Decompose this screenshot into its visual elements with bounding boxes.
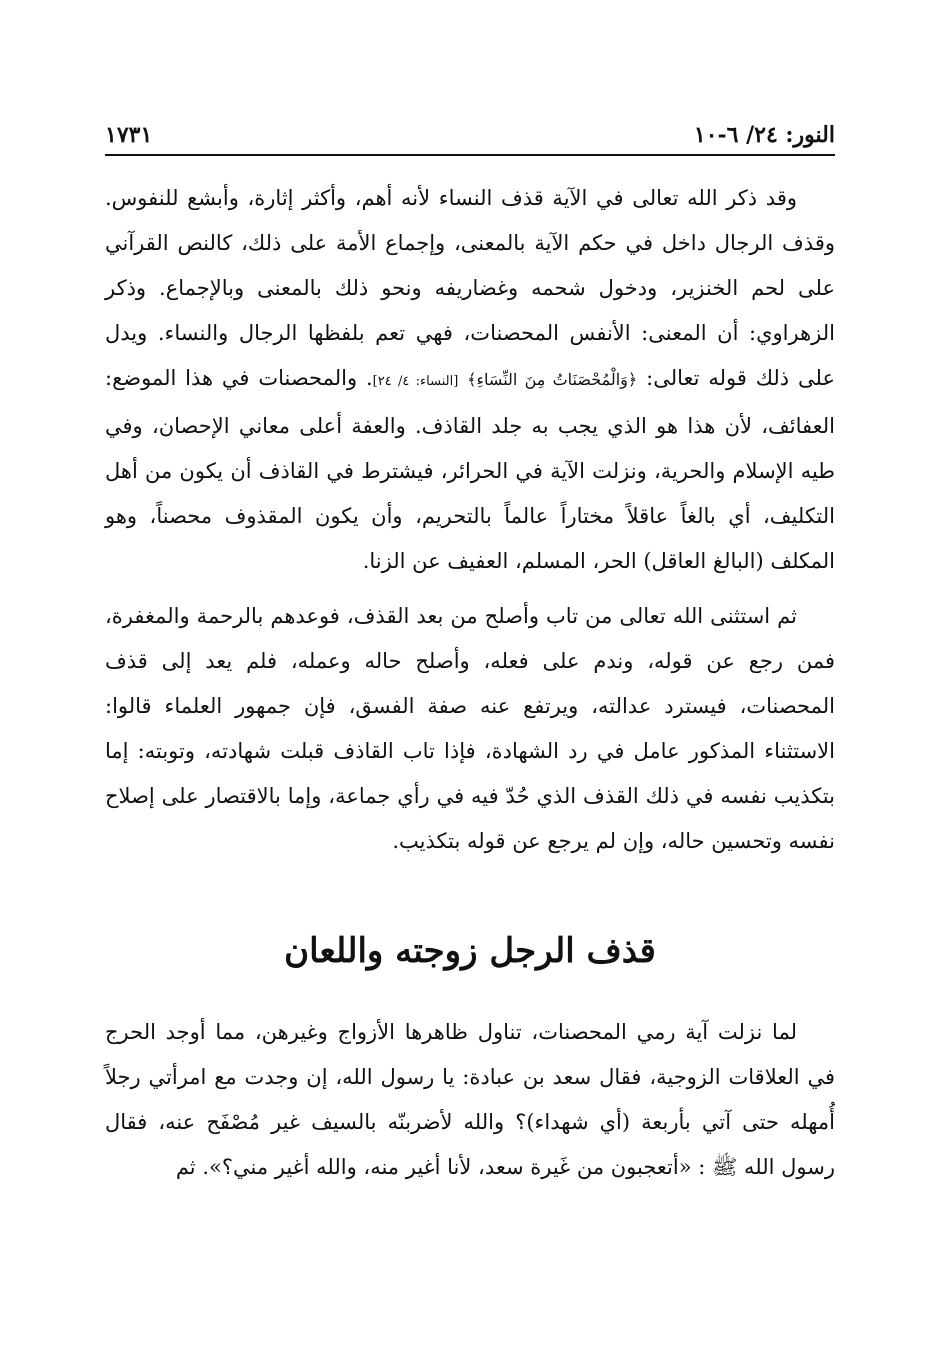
book-page [105, 108, 835, 1190]
paragraph-3: لما نزلت آية رمي المحصنات، تناول ظاهرها الأزواج وغيرهن، مما أوجد الحرج في العلاقات الزوجية، فقال سعد بن عبادة: يا رسول الله، إن وجدت مع امرأتي رجلاً أُمهله حتى آتي بأربعة (أي شهداء)؟ والله لأضربنّه بالسيف غير مُصْفَح عنه، فقال رسول الله ﷺ : «أتعجبون من غَيرة سعد، لأنا أغير منه، والله أغير مني؟». ثم [105, 1020, 835, 1179]
paragraph-1 [105, 176, 835, 584]
verse-reference: [النساء: ٤/ ٢٤] [372, 374, 459, 389]
page-body [105, 176, 835, 1190]
paragraph-1-part-1: وقد ذكر الله تعالى في الآية قذف النساء لأنه أهم، وأكثر إثارة، وأبشع للنفوس. وقذف الرجال داخل في حكم الآية بالمعنى، وإجماع الأمة على ذلك، كالنص القرآني على لحم الخنزير، ودخول شحمه وغضاريفه ونحو ذلك بالمعنى وبالإجماع. وذكر الزهراوي: أن المعنى: الأنفس المحصنات، فهي تعم بلفظها الرجال والنساء. ويدل على ذلك قوله تعالى: [105, 186, 835, 390]
page-number: ١٧٣١ [105, 122, 153, 148]
running-header [105, 108, 835, 156]
surah-reference: النور: ٢٤/ ٦-١٠ [693, 122, 835, 148]
section-heading: قذف الرجل زوجته واللعان [284, 931, 656, 971]
quran-verse: ﴿وَالْمُحْصَنَاتُ مِنَ النِّسَاءِ﴾ [467, 370, 638, 389]
paragraph-2: ثم استثنى الله تعالى من تاب وأصلح من بعد القذف، فوعدهم بالرحمة والمغفرة، فمن رجع عن قوله، وندم على فعله، وأصلح حاله وعمله، فلم يعد إلى قذف المحصنات، فيسترد عدالته، ويرتفع عنه صفة الفسق، فإن جمهور العلماء قالوا: الاستثناء المذكور عامل في رد الشهادة، فإذا تاب القاذف قبلت شهادته، وتوبته: إما بتكذيب نفسه في ذلك القذف الذي حُدّ فيه في رأي جماعة، وإما بالاقتصار على إصلاح نفسه وتحسين حاله، وإن لم يرجع عن قوله بتكذيب. [105, 604, 835, 853]
paragraph-1-part-2: . والمحصنات في هذا الموضع: العفائف، لأن هذا هو الذي يجب به جلد القاذف. والعفة أعلى معاني الإحصان، وفي طيه الإسلام والحرية، ونزلت الآية في الحرائر، فيشترط في القاذف أن يكون من أهل التكليف، أي بالغاً عاقلاً مختاراً عالماً بالتحريم، وأن يكون المقذوف محصناً، وهو المكلف (البالغ العاقل) الحر، المسلم، العفيف عن الزنا. [105, 366, 835, 573]
